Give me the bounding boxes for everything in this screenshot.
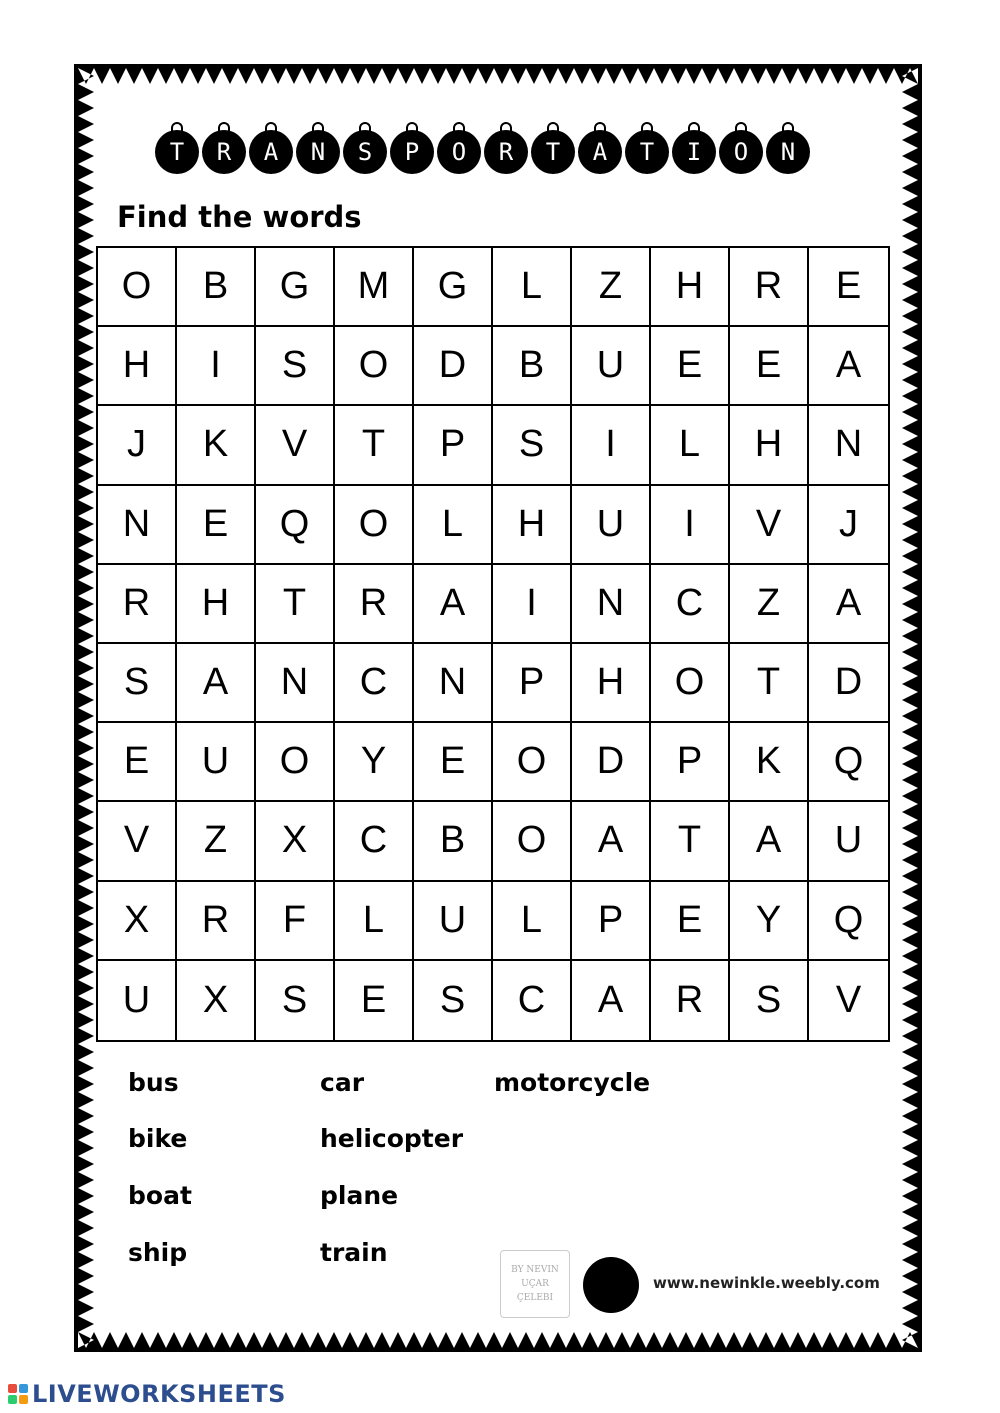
instruction-heading: Find the words: [117, 200, 362, 234]
word-item: ship: [128, 1238, 188, 1267]
grid-cell[interactable]: T: [730, 644, 809, 723]
title-ornament: [437, 122, 481, 174]
title-ornament: [343, 122, 387, 174]
title-ornament: [484, 122, 528, 174]
grid-cell[interactable]: L: [493, 882, 572, 961]
grid-cell[interactable]: B: [177, 248, 256, 327]
grid-cell[interactable]: Y: [335, 723, 414, 802]
title-ornament: [578, 122, 622, 174]
grid-cell[interactable]: O: [493, 723, 572, 802]
grid-cell[interactable]: N: [414, 644, 493, 723]
title-letter: O: [719, 130, 763, 174]
title-letter: T: [625, 130, 669, 174]
grid-cell[interactable]: M: [335, 248, 414, 327]
title-ornament: [672, 122, 716, 174]
grid-cell[interactable]: P: [493, 644, 572, 723]
grid-cell[interactable]: A: [177, 644, 256, 723]
grid-cell[interactable]: D: [572, 723, 651, 802]
grid-cell[interactable]: S: [256, 961, 335, 1040]
grid-cell[interactable]: T: [335, 406, 414, 485]
grid-cell[interactable]: D: [809, 644, 888, 723]
grid-cell[interactable]: V: [835, 978, 862, 1021]
grid-cell[interactable]: X: [256, 802, 335, 881]
credit-line: ÇELEBI: [516, 1293, 554, 1303]
liveworksheets-logo[interactable]: [8, 1380, 286, 1408]
grid-cell[interactable]: P: [651, 723, 730, 802]
credit-line: BY NEVIN UÇAR: [511, 1265, 559, 1289]
grid-cell[interactable]: C: [335, 802, 414, 881]
title-letter: A: [249, 130, 293, 174]
grid-cell[interactable]: Q: [809, 723, 888, 802]
word-item: bike: [128, 1124, 188, 1153]
grid-cell[interactable]: U: [177, 723, 256, 802]
title-ornament: [719, 122, 763, 174]
grid-cell[interactable]: Q: [809, 882, 888, 961]
grid-cell[interactable]: P: [572, 882, 651, 961]
angel-logo-icon: [583, 1257, 639, 1313]
grid-cell[interactable]: I: [493, 565, 572, 644]
word-item: train: [320, 1238, 388, 1267]
grid-cell[interactable]: U: [809, 802, 888, 881]
title-ornament: [249, 122, 293, 174]
grid-cell[interactable]: Q: [256, 486, 335, 565]
grid-cell[interactable]: U: [572, 327, 651, 406]
title-ornament: [155, 122, 199, 174]
grid-cell[interactable]: S: [256, 327, 335, 406]
title-ornament: [296, 122, 340, 174]
grid-cell[interactable]: V: [98, 802, 177, 881]
grid-cell[interactable]: B: [414, 802, 493, 881]
word-item: car: [320, 1068, 365, 1097]
liveworksheets-icon: [8, 1384, 28, 1404]
grid-cell[interactable]: O: [98, 248, 177, 327]
grid-cell[interactable]: B: [493, 327, 572, 406]
grid-cell[interactable]: L: [414, 486, 493, 565]
grid-cell[interactable]: S: [414, 961, 493, 1040]
grid-cell[interactable]: F: [256, 882, 335, 961]
grid-cell[interactable]: R: [98, 565, 177, 644]
grid-cell[interactable]: A: [414, 565, 493, 644]
grid-cell[interactable]: E: [335, 961, 414, 1040]
grid-cell[interactable]: D: [414, 327, 493, 406]
title-ornament: [625, 122, 669, 174]
grid-cell[interactable]: I: [651, 486, 730, 565]
grid-cell[interactable]: R: [335, 565, 414, 644]
grid-cell[interactable]: C: [335, 644, 414, 723]
word-item: plane: [320, 1181, 399, 1210]
grid-cell[interactable]: V: [730, 486, 809, 565]
title-ornaments: [155, 120, 810, 175]
website-link[interactable]: www.newinkle.weebly.com: [653, 1274, 880, 1292]
grid-cell[interactable]: A: [730, 802, 809, 881]
grid-cell[interactable]: C: [651, 565, 730, 644]
grid-cell[interactable]: O: [256, 723, 335, 802]
title-letter: N: [766, 130, 810, 174]
grid-cell[interactable]: O: [651, 644, 730, 723]
title-letter: I: [672, 130, 716, 174]
grid-cell[interactable]: C: [493, 961, 572, 1040]
grid-cell[interactable]: E: [177, 486, 256, 565]
grid-cell[interactable]: E: [651, 882, 730, 961]
grid-cell[interactable]: U: [572, 486, 651, 565]
title-letter: S: [343, 130, 387, 174]
grid-cell[interactable]: Y: [730, 882, 809, 961]
grid-cell[interactable]: Z: [730, 565, 809, 644]
liveworksheets-brand: LIVEWORKSHEETS: [32, 1380, 286, 1408]
grid-cell[interactable]: K: [730, 723, 809, 802]
grid-cell[interactable]: Z: [177, 802, 256, 881]
title-letter: P: [390, 130, 434, 174]
title-letter: R: [202, 130, 246, 174]
grid-cell[interactable]: T: [256, 565, 335, 644]
grid-cell[interactable]: G: [414, 248, 493, 327]
title-ornament: [531, 122, 575, 174]
grid-cell[interactable]: I: [177, 327, 256, 406]
grid-cell[interactable]: L: [651, 406, 730, 485]
grid-cell[interactable]: S: [730, 961, 809, 1040]
grid-cell[interactable]: P: [414, 406, 493, 485]
grid-cell[interactable]: A: [572, 961, 651, 1040]
grid-cell[interactable]: H: [651, 248, 730, 327]
title-letter: O: [437, 130, 481, 174]
title-letter: T: [531, 130, 575, 174]
grid-cell[interactable]: N: [809, 406, 888, 485]
grid-cell[interactable]: S: [493, 406, 572, 485]
title-letter: T: [155, 130, 199, 174]
grid-cell[interactable]: A: [809, 565, 888, 644]
grid-cell[interactable]: A: [572, 802, 651, 881]
grid-cell[interactable]: J: [809, 486, 888, 565]
title-ornament: [390, 122, 434, 174]
grid-cell[interactable]: T: [651, 802, 730, 881]
grid-cell[interactable]: E: [730, 327, 809, 406]
grid-cell[interactable]: I: [572, 406, 651, 485]
grid-cell[interactable]: U: [414, 882, 493, 961]
grid-cell[interactable]: O: [335, 327, 414, 406]
grid-cell[interactable]: H: [177, 565, 256, 644]
grid-cell[interactable]: N: [572, 565, 651, 644]
grid-cell[interactable]: Z: [572, 248, 651, 327]
grid-cell[interactable]: E: [651, 327, 730, 406]
grid-cell[interactable]: R: [177, 882, 256, 961]
grid-cell[interactable]: O: [493, 802, 572, 881]
grid-cell[interactable]: N: [98, 486, 177, 565]
grid-cell[interactable]: N: [256, 644, 335, 723]
grid-cell[interactable]: K: [177, 406, 256, 485]
grid-cell[interactable]: X: [177, 961, 256, 1040]
grid-cell[interactable]: L: [335, 882, 414, 961]
title-ornament: [202, 122, 246, 174]
word-item: bus: [128, 1068, 179, 1097]
grid-cell[interactable]: R: [651, 961, 730, 1040]
word-item: boat: [128, 1181, 192, 1210]
grid-cell[interactable]: V: [256, 406, 335, 485]
word-item: motorcycle: [494, 1068, 651, 1097]
grid-cell[interactable]: E: [809, 248, 888, 327]
grid-cell[interactable]: O: [335, 486, 414, 565]
grid-cell[interactable]: H: [730, 406, 809, 485]
grid-cell[interactable]: E: [98, 723, 177, 802]
word-item: helicopter: [320, 1124, 464, 1153]
title-letter: A: [578, 130, 622, 174]
grid-cell[interactable]: U: [98, 961, 177, 1040]
grid-cell[interactable]: A: [809, 327, 888, 406]
grid-cell[interactable]: R: [730, 248, 809, 327]
title-letter: N: [296, 130, 340, 174]
title-ornament: [766, 122, 810, 174]
grid-cell[interactable]: H: [98, 327, 177, 406]
author-credit-badge: [500, 1250, 570, 1318]
grid-cell[interactable]: E: [414, 723, 493, 802]
grid-cell[interactable]: X: [98, 882, 177, 961]
grid-cell[interactable]: G: [256, 248, 335, 327]
grid-cell[interactable]: H: [493, 486, 572, 565]
grid-cell[interactable]: J: [98, 406, 177, 485]
grid-cell[interactable]: S: [98, 644, 177, 723]
grid-cell[interactable]: H: [572, 644, 651, 723]
title-letter: R: [484, 130, 528, 174]
word-search-grid: [96, 246, 890, 1042]
grid-cell[interactable]: L: [493, 248, 572, 327]
